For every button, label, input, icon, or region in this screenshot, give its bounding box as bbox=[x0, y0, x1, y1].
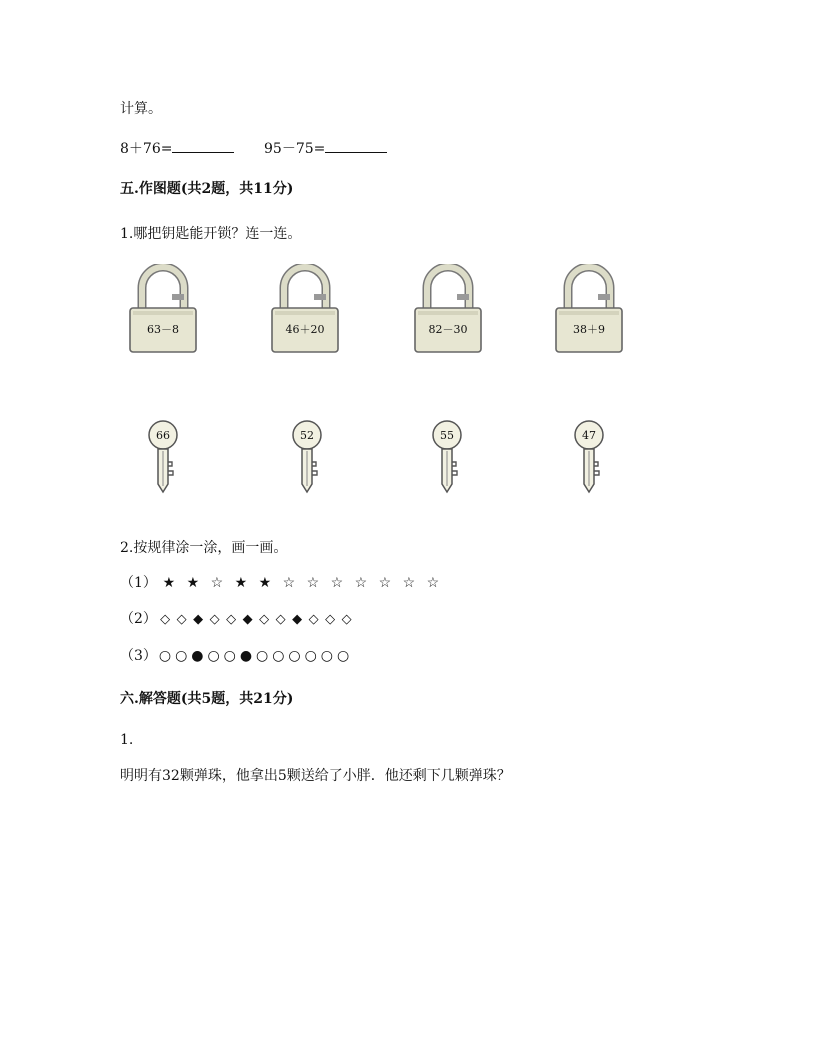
pattern-symbol[interactable]: ○ bbox=[223, 648, 236, 664]
answer-blank-1[interactable] bbox=[172, 138, 234, 153]
lock-label: 46＋20 bbox=[285, 323, 325, 336]
pattern-symbol[interactable]: ◆ bbox=[292, 612, 303, 627]
calc-row-2 bbox=[264, 138, 387, 158]
pattern-symbol[interactable]: ◇ bbox=[259, 612, 270, 627]
pattern-symbol[interactable]: ☆ bbox=[354, 575, 368, 591]
calc-label: 计算。 bbox=[120, 101, 162, 117]
pattern-symbol[interactable]: ◇ bbox=[226, 612, 237, 627]
pattern-symbols-1 bbox=[157, 575, 445, 591]
question-5-2: 2.按规律涂一涂，画一画。 bbox=[120, 540, 288, 556]
key-label: 55 bbox=[440, 429, 454, 442]
key-label: 52 bbox=[300, 429, 314, 442]
pattern-symbol[interactable]: ○ bbox=[304, 648, 317, 664]
key-label: 47 bbox=[582, 429, 596, 442]
pattern-symbol[interactable]: ☆ bbox=[402, 575, 416, 591]
padlock-icon bbox=[554, 264, 624, 358]
pattern-symbol[interactable]: ◇ bbox=[308, 612, 319, 627]
pattern-symbol[interactable]: ○ bbox=[288, 648, 301, 664]
lock-label: 63－8 bbox=[147, 323, 179, 336]
lock-label: 38＋9 bbox=[573, 323, 605, 336]
pattern-symbol[interactable]: ☆ bbox=[330, 575, 344, 591]
padlock-icon bbox=[128, 264, 198, 358]
pattern-row-1 bbox=[120, 572, 445, 592]
question-5-1: 1.哪把钥匙能开锁？连一连。 bbox=[120, 226, 302, 242]
pattern-symbol[interactable]: ★ bbox=[258, 575, 272, 591]
pattern-row-2 bbox=[120, 608, 355, 628]
pattern-symbol[interactable]: ○ bbox=[207, 648, 220, 664]
calc-expr-2: 95－75= bbox=[264, 141, 326, 157]
pattern-symbol[interactable]: ◇ bbox=[341, 612, 352, 627]
pattern-symbols-2 bbox=[157, 611, 355, 627]
calc-row bbox=[120, 138, 234, 158]
pattern-symbol[interactable]: ◇ bbox=[325, 612, 336, 627]
key-label: 66 bbox=[156, 429, 170, 442]
pattern-symbol[interactable]: ◇ bbox=[209, 612, 220, 627]
pattern-symbols-3 bbox=[157, 648, 351, 664]
question-6-1-text: 明明有32颗弹珠，他拿出5颗送给了小胖．他还剩下几颗弹珠？ bbox=[120, 768, 511, 784]
pattern-symbol[interactable]: ☆ bbox=[306, 575, 320, 591]
pattern-symbol[interactable]: ☆ bbox=[378, 575, 392, 591]
padlock-icon bbox=[413, 264, 483, 358]
pattern-symbol[interactable]: ○ bbox=[175, 648, 188, 664]
pattern-prefix-3: （3） bbox=[120, 648, 157, 664]
pattern-symbol[interactable]: ○ bbox=[320, 648, 333, 664]
pattern-symbol[interactable]: ◇ bbox=[160, 612, 171, 627]
pattern-row-3 bbox=[120, 645, 351, 665]
pattern-symbol[interactable]: ● bbox=[239, 648, 253, 664]
pattern-prefix-2: （2） bbox=[120, 611, 157, 627]
pattern-symbol[interactable]: ○ bbox=[256, 648, 269, 664]
key-icon bbox=[287, 418, 327, 494]
pattern-symbol[interactable]: ○ bbox=[272, 648, 285, 664]
pattern-symbol[interactable]: ● bbox=[191, 648, 204, 664]
lock-label: 82－30 bbox=[428, 323, 468, 336]
key-icon bbox=[427, 418, 467, 494]
pattern-symbol[interactable]: ◇ bbox=[176, 612, 187, 627]
pattern-symbol[interactable]: ★ bbox=[186, 575, 200, 591]
pattern-prefix-1: （1） bbox=[120, 575, 157, 591]
pattern-symbol[interactable]: ○ bbox=[336, 648, 350, 664]
pattern-symbol[interactable]: ☆ bbox=[426, 575, 440, 591]
answer-blank-2[interactable] bbox=[325, 138, 387, 153]
calc-expr-1: 8＋76= bbox=[120, 141, 173, 157]
pattern-symbol[interactable]: ○ bbox=[158, 648, 172, 664]
pattern-symbol[interactable]: ◆ bbox=[193, 612, 204, 627]
pattern-symbol[interactable]: ☆ bbox=[210, 575, 224, 591]
pattern-symbol[interactable]: ★ bbox=[162, 575, 176, 591]
padlock-icon bbox=[270, 264, 340, 358]
pattern-symbol[interactable]: ◇ bbox=[275, 612, 286, 627]
section-heading-5: 五.作图题(共2题，共11分) bbox=[120, 181, 294, 197]
key-icon bbox=[569, 418, 609, 494]
pattern-symbol[interactable]: ☆ bbox=[282, 575, 296, 591]
key-icon bbox=[143, 418, 183, 494]
question-6-1-number: 1. bbox=[120, 732, 134, 748]
section-heading-6: 六.解答题(共5题，共21分) bbox=[120, 691, 294, 707]
pattern-symbol[interactable]: ◆ bbox=[242, 612, 253, 627]
pattern-symbol[interactable]: ★ bbox=[234, 575, 248, 591]
